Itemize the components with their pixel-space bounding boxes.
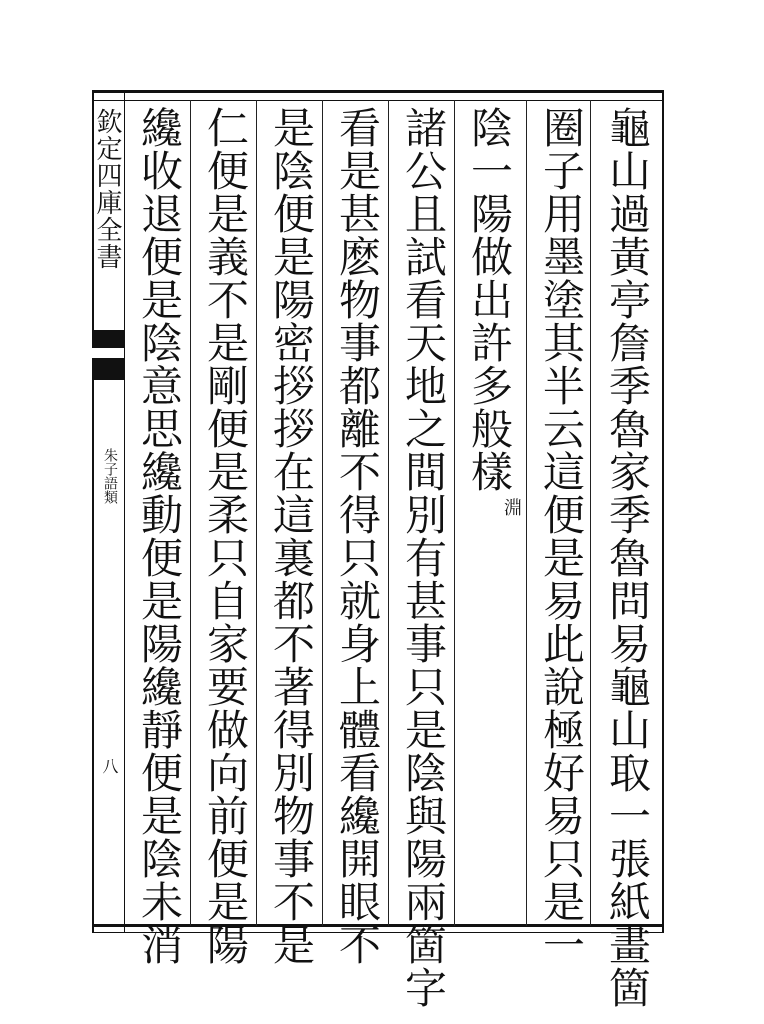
- text-column-7: 仁便是義不是剛便是柔只自家要做向前便是陽: [201, 106, 247, 966]
- fishtail-mark: [92, 330, 124, 380]
- source-annotation: 淵: [502, 498, 522, 516]
- column-rule: [590, 100, 591, 926]
- column-rule: [454, 100, 455, 926]
- top-border-inner: [92, 100, 664, 101]
- column-rule: [526, 100, 527, 926]
- top-border: [92, 90, 664, 93]
- text-column-2: 圈子用墨塗其半云這便是易此說極好易只是一: [537, 106, 583, 966]
- right-margin-rule: [662, 92, 664, 932]
- column-rule: [256, 100, 257, 926]
- text-column-8: 纔收退便是陰意思纔動便是陽纔靜便是陰未消: [135, 106, 181, 966]
- text-column-1: 龜山過黃亭詹季魯家季魯問易龜山取一張紙畫箇: [603, 106, 649, 1009]
- margin-book-title: 欽定四庫全書: [93, 108, 122, 270]
- column-rule: [322, 100, 323, 926]
- text-column-5: 看是甚麽物事都離不得只就身上體看纔開眼不: [333, 106, 379, 966]
- margin-book-name: 朱子語類: [102, 448, 117, 504]
- column-rule: [190, 100, 191, 926]
- text-column-6: 是陰便是陽密拶拶在這裏都不著得別物事不是: [267, 106, 313, 966]
- text-column-3: 陰一陽做出許多般樣: [465, 106, 511, 493]
- margin-divider-rule: [124, 92, 125, 932]
- margin-page-number: 八: [100, 758, 117, 774]
- column-rule: [388, 100, 389, 926]
- text-column-4: 諸公且試看天地之間別有甚事只是陰與陽兩箇字: [399, 106, 445, 1009]
